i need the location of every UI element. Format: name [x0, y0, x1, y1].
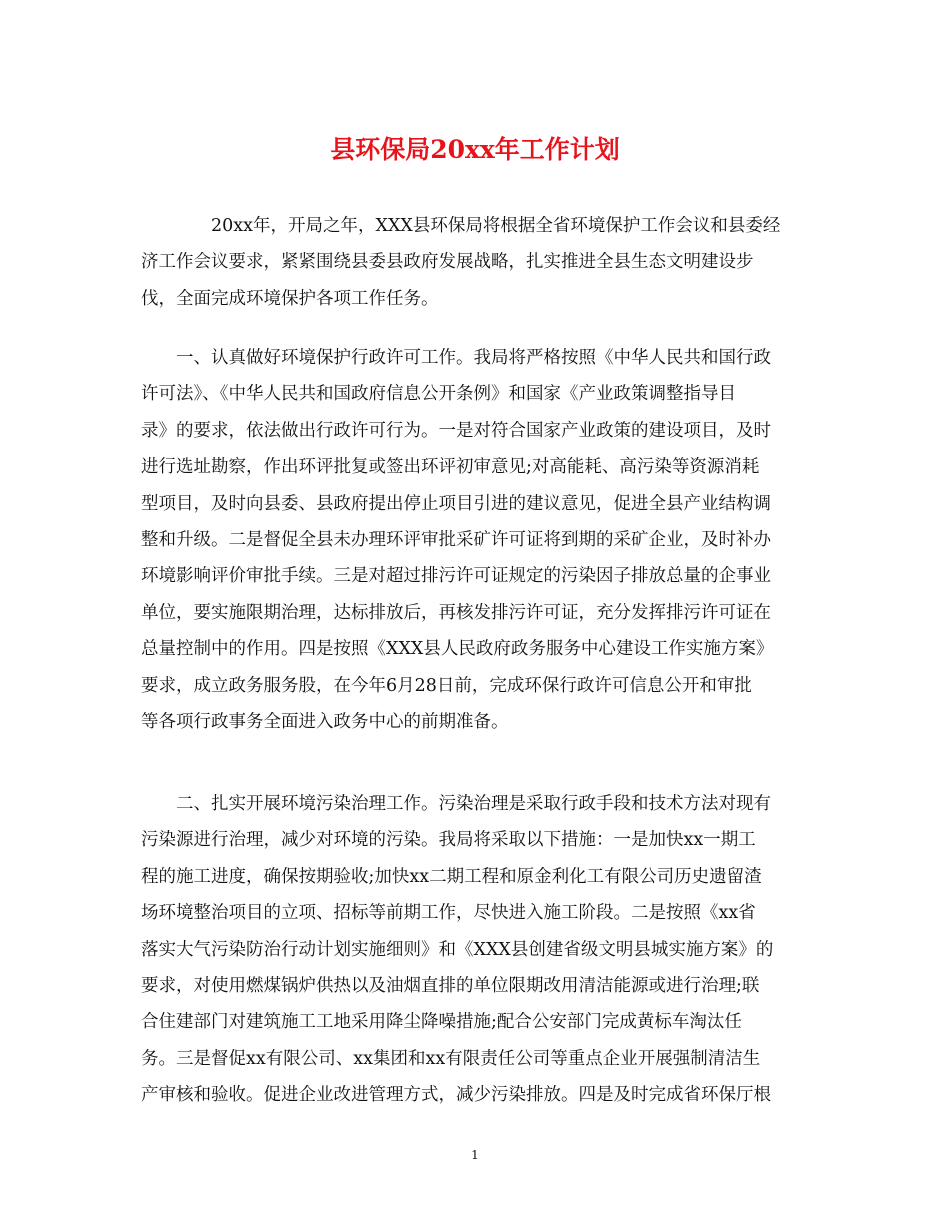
paragraph-line: 许可法》、《中华人民共和国政府信息公开条例》和国家《产业政策调整指导目	[141, 384, 736, 405]
paragraph-line: 要求，成立政务服务股，在今年6月28日前，完成环保行政许可信息公开和审批	[141, 675, 752, 696]
paragraph-line: 污染源进行治理，减少对环境的污染。我局将采取以下措施：一是加快xx一期工	[141, 830, 756, 851]
paragraph-line: 产审核和验收。促进企业改进管理方式，减少污染排放。四是及时完成省环保厅根	[141, 1085, 771, 1106]
paragraph-line: 录》的要求，依法做出行政许可行为。一是对符合国家产业政策的建设项目，及时	[141, 420, 771, 441]
paragraph-line: 20xx年，开局之年，XXX县环保局将根据全省环境保护工作会议和县委经	[211, 216, 781, 236]
paragraph-line: 环境影响评价审批手续。三是对超过排污许可证规定的污染因子排放总量的企事业	[141, 566, 771, 587]
paragraph-line: 总量控制中的作用。四是按照《XXX县人民政府政务服务中心建设工作实施方案》	[141, 639, 774, 660]
paragraph-line: 场环境整治项目的立项、招标等前期工作，尽快进入施工阶段。二是按照《xx省	[141, 903, 756, 924]
paragraph-line: 一、认真做好环境保护行政许可工作。我局将严格按照《中华人民共和国行政	[176, 348, 771, 368]
paragraph-line: 落实大气污染防治行动计划实施细则》和《XXX县创建省级文明县城实施方案》的	[141, 939, 774, 960]
paragraph-line: 程的施工进度，确保按期验收;加快xx二期工程和原金利化工有限公司历史遗留渣	[141, 866, 762, 887]
document-title: 县环保局20xx年工作计划	[330, 135, 620, 164]
paragraph-line: 二、扎实开展环境污染治理工作。污染治理是采取行政手段和技术方法对现有	[176, 794, 771, 814]
paragraph-line: 单位，要实施限期治理，达标排放后，再核发排污许可证，充分发挥排污许可证在	[141, 602, 771, 623]
paragraph-line: 整和升级。二是督促全县未办理环评审批采矿许可证将到期的采矿企业，及时补办	[141, 530, 771, 551]
section-2-paragraph	[141, 786, 809, 1114]
paragraph-line: 务。三是督促xx有限公司、xx集团和xx有限责任公司等重点企业开展强制清洁生	[141, 1048, 761, 1069]
paragraph-line: 进行选址勘察，作出环评批复或签出环评初审意见;对高能耗、高污染等资源消耗	[141, 457, 760, 478]
paragraph-line: 等各项行政事务全面进入政务中心的前期准备。	[141, 712, 509, 733]
paragraph-line: 型项目，及时向县委、县政府提出停止项目引进的建议意见，促进全县产业结构调	[141, 493, 771, 514]
paragraph-line: 伐，全面完成环境保护各项工作任务。	[141, 288, 439, 309]
section-1-paragraph	[141, 340, 809, 740]
paragraph-line: 要求，对使用燃煤锅炉供热以及油烟直排的单位限期改用清洁能源或进行治理;联	[141, 976, 760, 997]
paragraph-line: 济工作会议要求，紧紧围绕县委县政府发展战略，扎实推进全县生态文明建设步	[141, 252, 754, 273]
intro-paragraph	[141, 208, 809, 317]
paragraph-line: 合住建部门对建筑施工工地采用降尘降噪措施;配合公安部门完成黄标车淘汰任	[141, 1012, 742, 1033]
page-number: 1	[471, 1148, 479, 1162]
